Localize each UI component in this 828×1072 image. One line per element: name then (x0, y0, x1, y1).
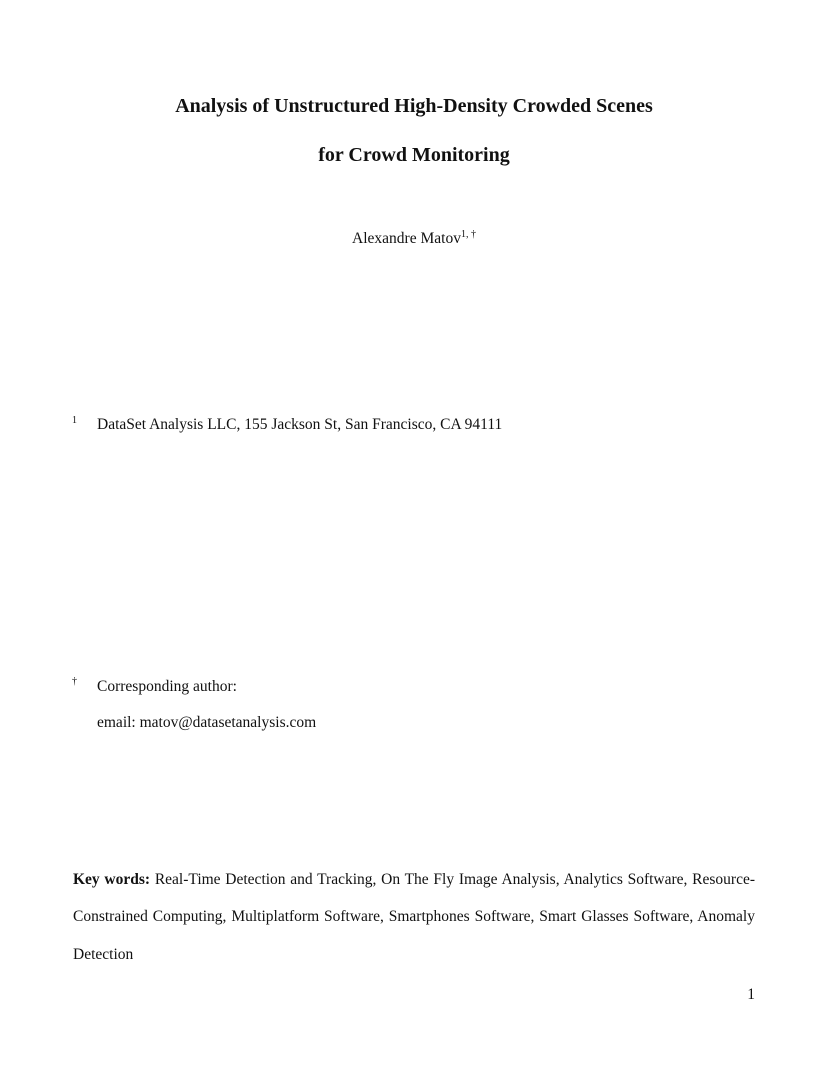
page-number: 1 (747, 986, 755, 1003)
keywords-paragraph (73, 861, 755, 973)
affiliation-text: DataSet Analysis LLC, 155 Jackson St, San Francisco, CA 94111 (97, 416, 503, 433)
affiliation-mark: 1 (72, 415, 77, 426)
keywords-text: Real-Time Detection and Tracking, On The Fly Image Analysis, Analytics Software, Resource-Constrained Computing, Multiplatform Software, Smartphones Software, Smart Glasses Software, Anomaly Detection (73, 871, 756, 963)
author-name: Alexandre Matov (352, 230, 461, 247)
author-superscript: 1, † (460, 229, 476, 240)
paper-title-line-2: for Crowd Monitoring (318, 144, 510, 166)
author-line (0, 229, 828, 249)
keywords-label: Key words: (73, 871, 151, 888)
paper-title-line-1: Analysis of Unstructured High-Density Crowded Scenes (175, 95, 653, 117)
correspondence-email: email: matov@datasetanalysis.com (97, 714, 317, 731)
correspondence-label: Corresponding author: (97, 678, 237, 695)
correspondence-mark: † (72, 676, 77, 687)
